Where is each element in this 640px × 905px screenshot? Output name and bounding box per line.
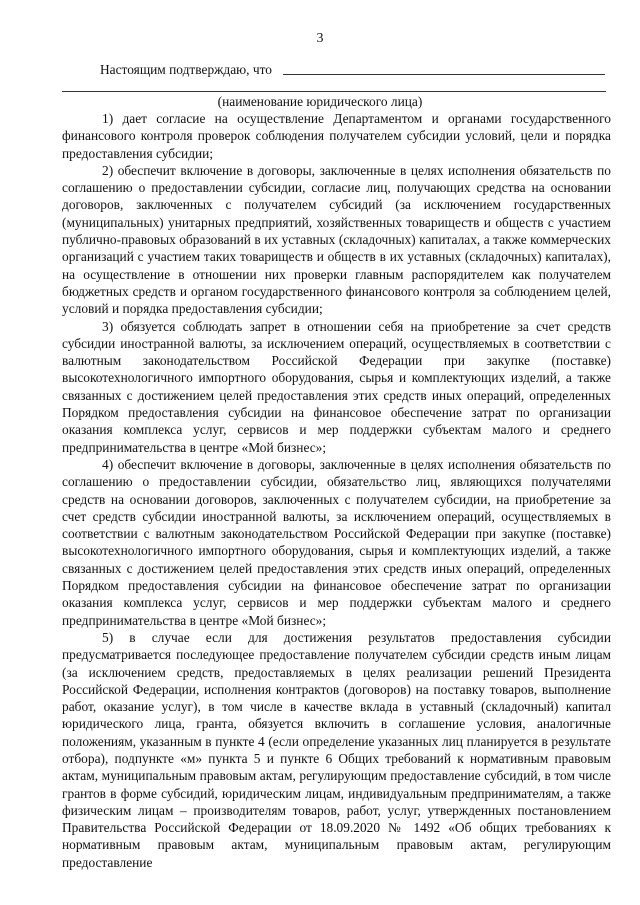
entity-name-caption: (наименование юридического лица) [217,94,423,109]
paragraph-5: 5) в случае если для достижения результатов предоставления субсидии предусматривается последующее предоставление получателем субсидии средств иным лицам (за исключением средств, предоставляемых в целях реализации решений Президента Российской Федерации, исполнения контрактов (договоров) на поставку товаров, выполнение работ, оказание услуг), в том числе в качестве вклада в уставный (складочный) капитал юридического лица, гранта, обязуется включить в соглашение условия, аналогичные положениям, указанным в пункте 4 (если определение указанных лиц планируется в результате отбора), подпункте «м» пункта 5 и пункте 6 Общих требований к нормативным правовым актам, муниципальным правовым актам, регулирующим предоставление субсидий, в том числе грантов в форме субсидий, юридическим лицам, индивидуальным предпринимателям, а также физическим лицам – производителям товаров, работ, услуг, утвержденных постановлением Правительства Российской Федерации от 18.09.2020 № 1492 «Об общих требованиях к нормативным правовым актам, муниципальным правовым актам, регулирующим предоставление [62,629,611,870]
confirmation-label: Настоящим подтверждаю, что [100,62,272,77]
page-number: 3 [316,31,324,46]
entity-name-blank-line-continued [62,91,606,92]
paragraph-3: 3) обязуется соблюдать запрет в отношении себя на приобретение за счет средств субсидии иностранной валюты, за исключением операций, осуществляемых в соответствии с валютным законодательством Российской Федерации при закупке (поставке) высокотехнологичного импортного оборудования, сырья и комплектующих изделий, а также связанных с достижением целей предоставления этих средств иных операций, определенных Порядком предоставления субсидии на финансовое обеспечение затрат по организации оказания комплекса услуг, сервисов и мер поддержки субъектам малого и среднего предпринимательства в центре «Мой бизнес»; [62,318,611,455]
entity-name-blank-line [283,74,605,75]
paragraph-4: 4) обеспечит включение в договоры, заключенные в целях исполнения обязательств по соглашению о предоставлении субсидии, обязательство лиц, являющихся получателями средств на основании договоров, заключенных с получателем субсидии, на приобретение за счет средств субсидии иностранной валюты, за исключением операций, осуществляемых в соответствии с валютным законодательством Российской Федерации при закупке (поставке) высокотехнологичного импортного оборудования, сырья и комплектующих изделий, а также связанных с достижением целей предоставления этих средств иных операций, определенных Порядком предоставления субсидии на финансовое обеспечение затрат по организации оказания комплекса услуг, сервисов и мер поддержки субъектам малого и среднего предпринимательства в центре «Мой бизнес»; [62,456,611,628]
paragraph-2: 2) обеспечит включение в договоры, заключенные в целях исполнения обязательств по соглашению о предоставлении субсидии, согласие лиц, получающих средства на основании договоров, заключенных с получателем субсидий (за исключением государственных (муниципальных) унитарных предприятий, хозяйственных товариществ и обществ с участием публично-правовых образований в их уставных (складочных) капиталах, а также коммерческих организаций с участием таких товариществ и обществ в их уставных (складочных) капиталах), на осуществление в отношении них проверки главным распорядителем как получателем бюджетных средств и органом государственного финансового контроля за соблюдением целей, условий и порядка предоставления субсидии; [62,162,611,317]
document-body [62,110,611,871]
paragraph-1: 1) дает согласие на осуществление Департаментом и органами государственного финансового контроля проверок соблюдения получателем субсидии условий, цели и порядка предоставления субсидии; [62,111,611,161]
